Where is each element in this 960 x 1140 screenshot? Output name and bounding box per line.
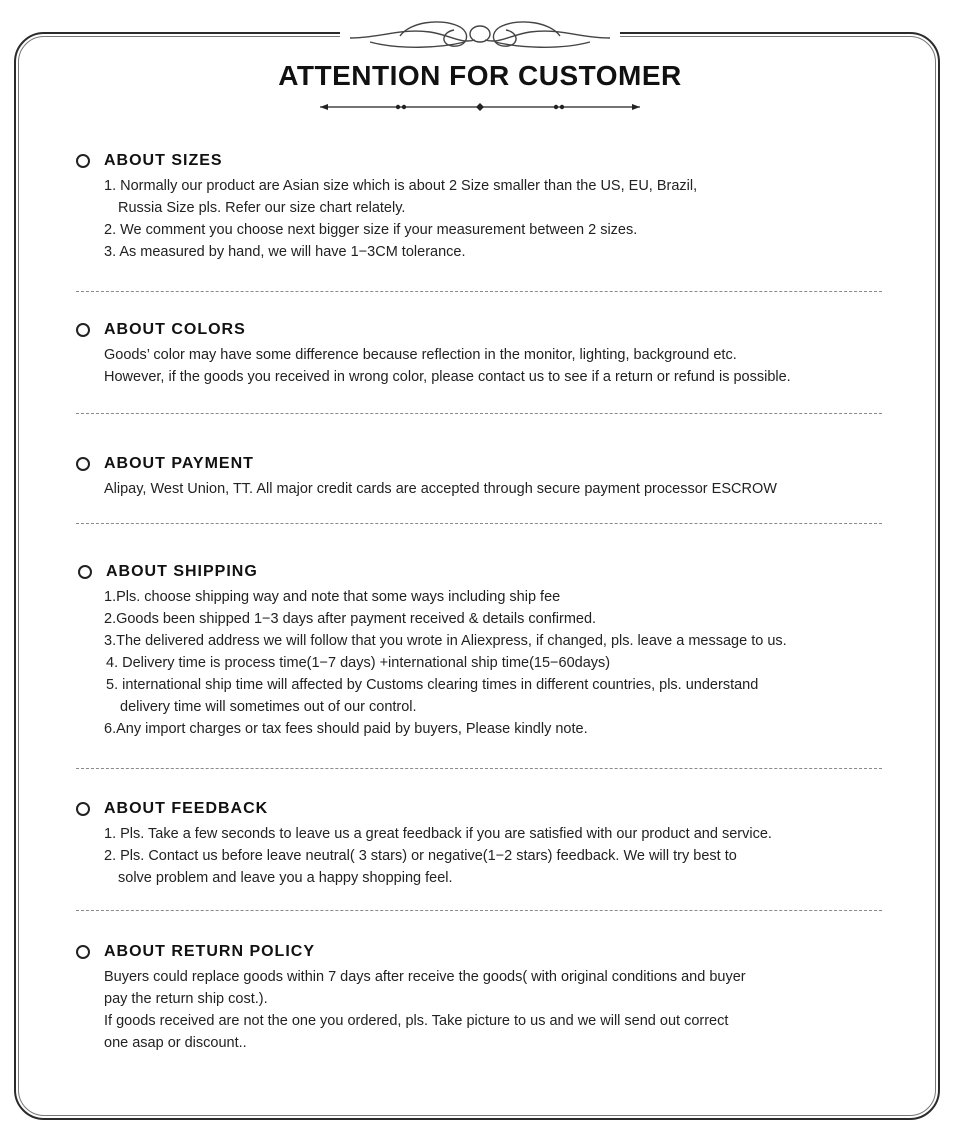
bullet-circle-icon bbox=[78, 565, 92, 579]
text-line: Goods’ color may have some difference because reflection in the monitor, lighting, background etc. bbox=[104, 347, 737, 363]
section-feedback bbox=[76, 800, 896, 822]
section-heading: ABOUT PAYMENT bbox=[104, 455, 254, 472]
dashed-divider bbox=[76, 768, 882, 769]
text-line: 2. We comment you choose next bigger size if your measurement between 2 sizes. bbox=[104, 222, 638, 238]
text-line: 1. Pls. Take a few seconds to leave us a great feedback if you are satisfied with our product and service. bbox=[104, 826, 772, 842]
text-line: 6.Any import charges or tax fees should paid by buyers, Please kindly note. bbox=[104, 721, 588, 737]
text-line: 2.Goods been shipped 1−3 days after payment received & details confirmed. bbox=[104, 611, 597, 627]
bullet-circle-icon bbox=[76, 945, 90, 959]
section-return-policy bbox=[76, 943, 896, 965]
text-line: However, if the goods you received in wrong color, please contact us to see if a return or refund is possible. bbox=[104, 369, 791, 385]
text-line: delivery time will sometimes out of our control. bbox=[120, 699, 417, 715]
section-heading: ABOUT RETURN POLICY bbox=[104, 943, 315, 960]
section-heading: ABOUT FEEDBACK bbox=[104, 800, 269, 817]
text-line: Buyers could replace goods within 7 days after receive the goods( with original conditions and buyer bbox=[104, 969, 746, 985]
text-line: 1. Normally our product are Asian size which is about 2 Size smaller than the US, EU, Brazil, bbox=[104, 178, 698, 194]
section-payment bbox=[76, 455, 896, 477]
dashed-divider bbox=[76, 413, 882, 414]
dashed-divider bbox=[76, 523, 882, 524]
text-line: one asap or discount.. bbox=[104, 1035, 247, 1051]
dashed-divider bbox=[76, 291, 882, 292]
text-line: 1.Pls. choose shipping way and note that some ways including ship fee bbox=[104, 589, 561, 605]
section-heading: ABOUT COLORS bbox=[104, 321, 246, 338]
section-shipping bbox=[78, 563, 898, 585]
section-heading: ABOUT SHIPPING bbox=[106, 563, 258, 580]
section-colors bbox=[76, 321, 896, 343]
flourish-ornament bbox=[340, 8, 620, 58]
text-line: solve problem and leave you a happy shopping feel. bbox=[118, 870, 453, 886]
dashed-divider bbox=[76, 910, 882, 911]
text-line: 4. Delivery time is process time(1−7 days) +international ship time(15−60days) bbox=[106, 655, 611, 671]
text-line: Alipay, West Union, TT. All major credit cards are accepted through secure payment processor ESCROW bbox=[104, 481, 777, 497]
page-title: ATTENTION FOR CUSTOMER bbox=[278, 60, 682, 91]
bullet-circle-icon bbox=[76, 457, 90, 471]
text-line: 5. international ship time will affected by Customs clearing times in different countries, pls. understand bbox=[106, 677, 759, 693]
bullet-circle-icon bbox=[76, 323, 90, 337]
section-sizes bbox=[76, 152, 896, 174]
text-line: 2. Pls. Contact us before leave neutral( 3 stars) or negative(1−2 stars) feedback. We will try best to bbox=[104, 848, 737, 864]
bullet-circle-icon bbox=[76, 802, 90, 816]
text-line: 3. As measured by hand, we will have 1−3CM tolerance. bbox=[104, 244, 466, 260]
text-line: pay the return ship cost.). bbox=[104, 991, 268, 1007]
section-heading: ABOUT SIZES bbox=[104, 152, 223, 169]
text-line: 3.The delivered address we will follow that you wrote in Aliexpress, if changed, pls. leave a message to us. bbox=[104, 633, 787, 649]
title-underline-ornament bbox=[318, 99, 642, 115]
text-line: If goods received are not the one you ordered, pls. Take picture to us and we will send out correct bbox=[104, 1013, 729, 1029]
bullet-circle-icon bbox=[76, 154, 90, 168]
text-line: Russia Size pls. Refer our size chart relately. bbox=[118, 200, 406, 216]
